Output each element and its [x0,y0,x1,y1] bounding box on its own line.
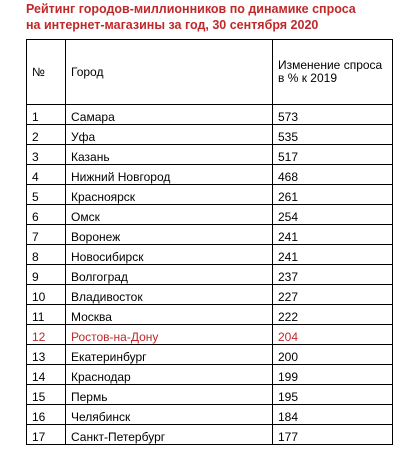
table-row [27,245,393,265]
cell-num: 3 [27,145,66,165]
cell-value: 254 [273,205,393,225]
table-header-row [27,40,393,105]
cell-city: Екатеринбург [66,345,273,365]
table-row [27,305,393,325]
title-line-2: на интернет-магазины за год, 30 сентября 2020 [26,17,319,32]
table-row [27,265,393,285]
cell-num: 7 [27,225,66,245]
cell-num: 8 [27,245,66,265]
cell-value: 195 [273,385,393,405]
cell-value: 227 [273,285,393,305]
cell-value: 241 [273,225,393,245]
cell-value: 200 [273,345,393,365]
cell-num: 13 [27,345,66,365]
cell-num: 2 [27,125,66,145]
cell-city: Красноярск [66,185,273,205]
cell-num: 11 [27,305,66,325]
cell-value: 261 [273,185,393,205]
cell-value: 222 [273,305,393,325]
cell-city: Краснодар [66,365,273,385]
cell-city: Омск [66,205,273,225]
cell-num: 1 [27,105,66,125]
cell-num: 6 [27,205,66,225]
cell-city: Ростов-на-Дону [66,325,273,345]
cell-num: 15 [27,385,66,405]
header-num: № [27,40,66,105]
table-row [27,185,393,205]
cell-num: 17 [27,425,66,445]
title-line-1: Рейтинг городов-миллионников по динамике спроса [26,2,356,16]
table-row [27,165,393,185]
header-city: Город [66,40,273,105]
cell-value: 573 [273,105,393,125]
cell-value: 199 [273,365,393,385]
cell-value: 204 [273,325,393,345]
cell-city: Москва [66,305,273,325]
rating-table [26,39,393,445]
cell-city: Нижний Новгород [66,165,273,185]
cell-city: Санкт-Петербург [66,425,273,445]
table-row [27,125,393,145]
cell-city: Уфа [66,125,273,145]
table-row [27,365,393,385]
cell-value: 237 [273,265,393,285]
table-row [27,385,393,405]
table-row [27,285,393,305]
page-title [26,2,406,33]
cell-city: Волгоград [66,265,273,285]
table-row [27,425,393,445]
cell-num: 16 [27,405,66,425]
cell-value: 517 [273,145,393,165]
cell-city: Пермь [66,385,273,405]
cell-city: Казань [66,145,273,165]
cell-city: Новосибирск [66,245,273,265]
cell-num: 10 [27,285,66,305]
cell-city: Воронеж [66,225,273,245]
cell-num: 12 [27,325,66,345]
table-row [27,225,393,245]
cell-city: Владивосток [66,285,273,305]
cell-num: 14 [27,365,66,385]
cell-value: 241 [273,245,393,265]
cell-city: Челябинск [66,405,273,425]
table-row [27,345,393,365]
cell-num: 4 [27,165,66,185]
cell-num: 5 [27,185,66,205]
table-row [27,205,393,225]
cell-value: 535 [273,125,393,145]
table-row [27,405,393,425]
header-change: Изменение спроса в % к 2019 [273,40,393,105]
table-row [27,105,393,125]
table-row [27,325,393,345]
cell-value: 177 [273,425,393,445]
cell-city: Самара [66,105,273,125]
cell-value: 184 [273,405,393,425]
table-row [27,145,393,165]
cell-num: 9 [27,265,66,285]
cell-value: 468 [273,165,393,185]
